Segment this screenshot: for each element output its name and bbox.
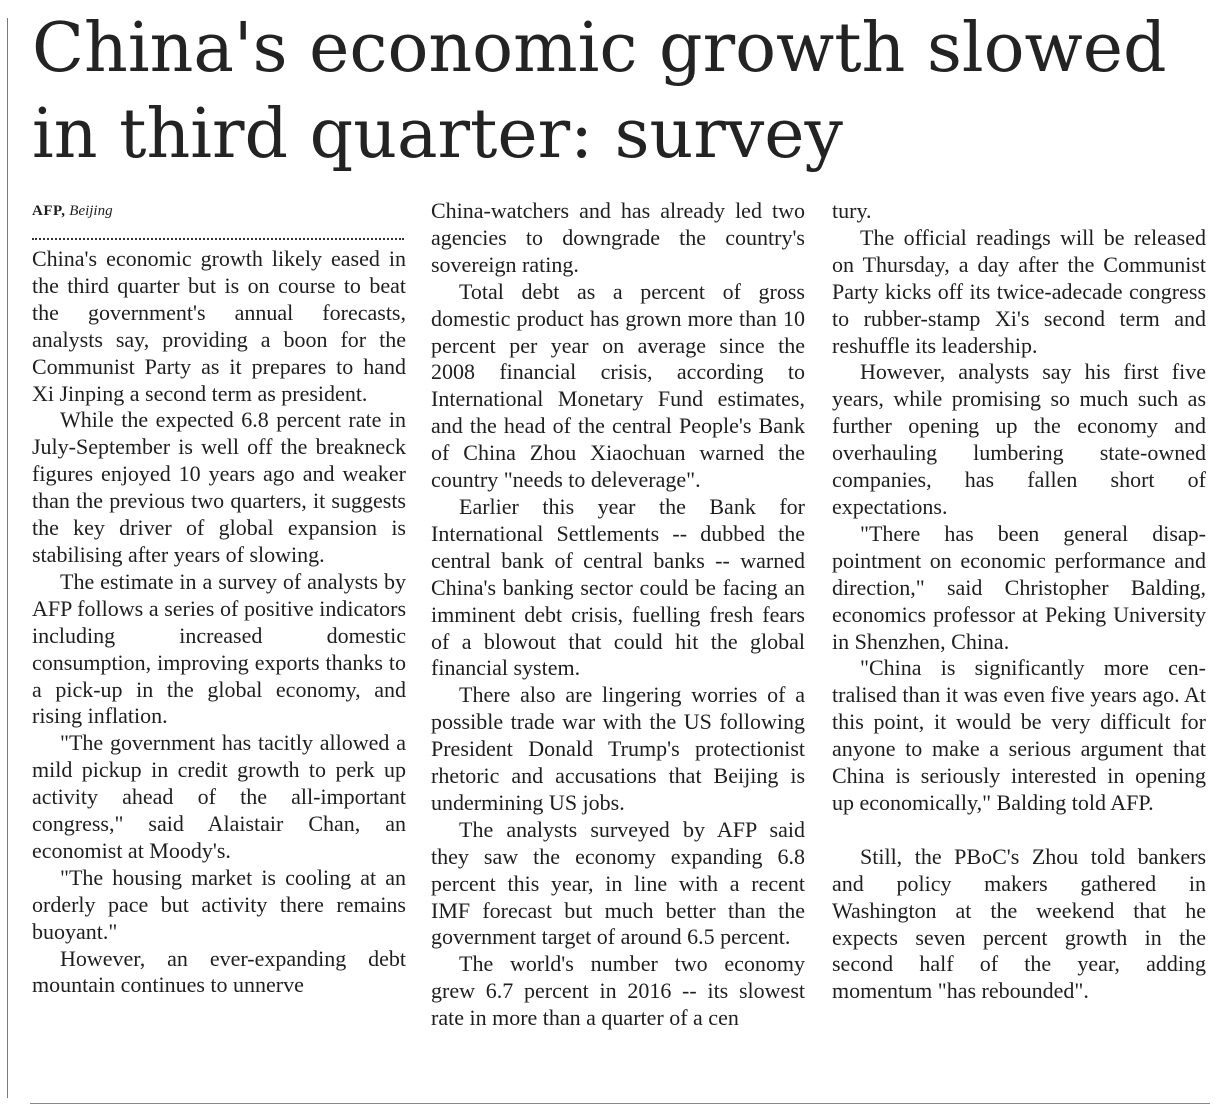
- article-paragraph: There also are lingering worries of a possible trade war with the US following President Donald Trump's protectionist rhetoric and accusations that Beijing is undermining US jobs.: [431, 682, 805, 815]
- article-paragraph: China-watchers and has already led two agencies to downgrade the country's sovereign rating.: [431, 198, 805, 277]
- article-paragraph: However, analysts say his first five years, while promising so much such as further opening up the economy and overhauling lumbering state-owned companies, has fallen short of expectations.: [832, 359, 1206, 519]
- article-paragraph: Earlier this year the Bank for International Settlements -- dubbed the central bank of central banks -- warned China's banking sector could be facing an imminent debt crisis, fuelling fresh fears of a blowout that could hit the global financial system.: [431, 493, 805, 681]
- article-paragraph: The analysts surveyed by AFP said they saw the economy expanding 6.8 percent this year, in line with a recent IMF forecast but much better than the government target of around 6.5 percent.: [431, 816, 805, 950]
- article-column-2: [431, 198, 805, 1032]
- article-paragraph: Total debt as a percent of gross domestic product has grown more than 10 percent per year on average since the 2008 financial crisis, according to International Monetary Fund estimates, and the head of the central People's Bank of China Zhou Xiaochuan warned the country "needs to deleverage".: [431, 278, 805, 493]
- article-paragraph: "The housing market is cooling at an orderly pace but activity there remains buoyant.": [32, 864, 406, 944]
- article-paragraph: "China is significantly more centralised than it was even five years ago. At this point, it would be very difficult for anyone to make a serious argument that China is seriously interested in opening up economically," Balding told AFP.: [832, 655, 1206, 815]
- byline-place: Beijing: [69, 203, 113, 219]
- article-paragraph: tury.: [832, 198, 872, 223]
- article-paragraph: "There has been general disappointment on economic performance and direction," said Christopher Balding, economics professor at Peking University in Shenzhen, China.: [832, 520, 1206, 654]
- byline-dotted-divider: [32, 230, 404, 240]
- article-paragraph: The estimate in a survey of analysts by AFP follows a series of positive indicators including increased domestic consumption, improving exports thanks to a pick-up in the global economy, and rising inflation.: [32, 568, 406, 729]
- byline: [32, 198, 406, 224]
- article-paragraph: The world's number two economy grew 6.7 percent in 2016 -- its slowest rate in more than a quarter of a cen: [431, 951, 805, 1031]
- article-column-3: [832, 198, 1206, 1005]
- article-paragraph: The official readings will be released on Thursday, a day after the Communist Party kicks off its twice-adecade congress to rubber-stamp Xi's second term and reshuffle its leadership.: [832, 224, 1206, 358]
- article-paragraph: China's economic growth likely eased in the third quarter but is on course to beat the government's annual forecasts, analysts say, providing a boon for the Communist Party as it prepares to hand Xi Jinping a second term as president.: [32, 246, 406, 406]
- article-paragraph: Still, the PBoC's Zhou told bankers and policy makers gathered in Washington at the weekend that he expects seven percent growth in the second half of the year, adding momentum "has rebounded".: [832, 843, 1206, 1004]
- bottom-rule: [30, 1103, 1210, 1104]
- article-column-1: [32, 198, 406, 999]
- headline: China's economic growth slowed in third quarter: survey: [32, 9, 1167, 174]
- article-paragraph: "The government has tacitly allowed a mild pickup in credit growth to perk up activity ahead of the all-important congress," said Alaistair Chan, an economist at Moody's.: [32, 730, 406, 863]
- article-paragraph: While the expected 6.8 percent rate in July-September is well off the breakneck figures enjoyed 10 years ago and weaker than the previous two quarters, it suggests the key driver of global expansion is stabilising after years of slowing.: [32, 407, 406, 567]
- article-paragraph: However, an ever-expanding debt mountain continues to unnerve: [32, 945, 406, 998]
- byline-agency: AFP,: [32, 203, 66, 219]
- left-column-rule: [7, 18, 8, 1098]
